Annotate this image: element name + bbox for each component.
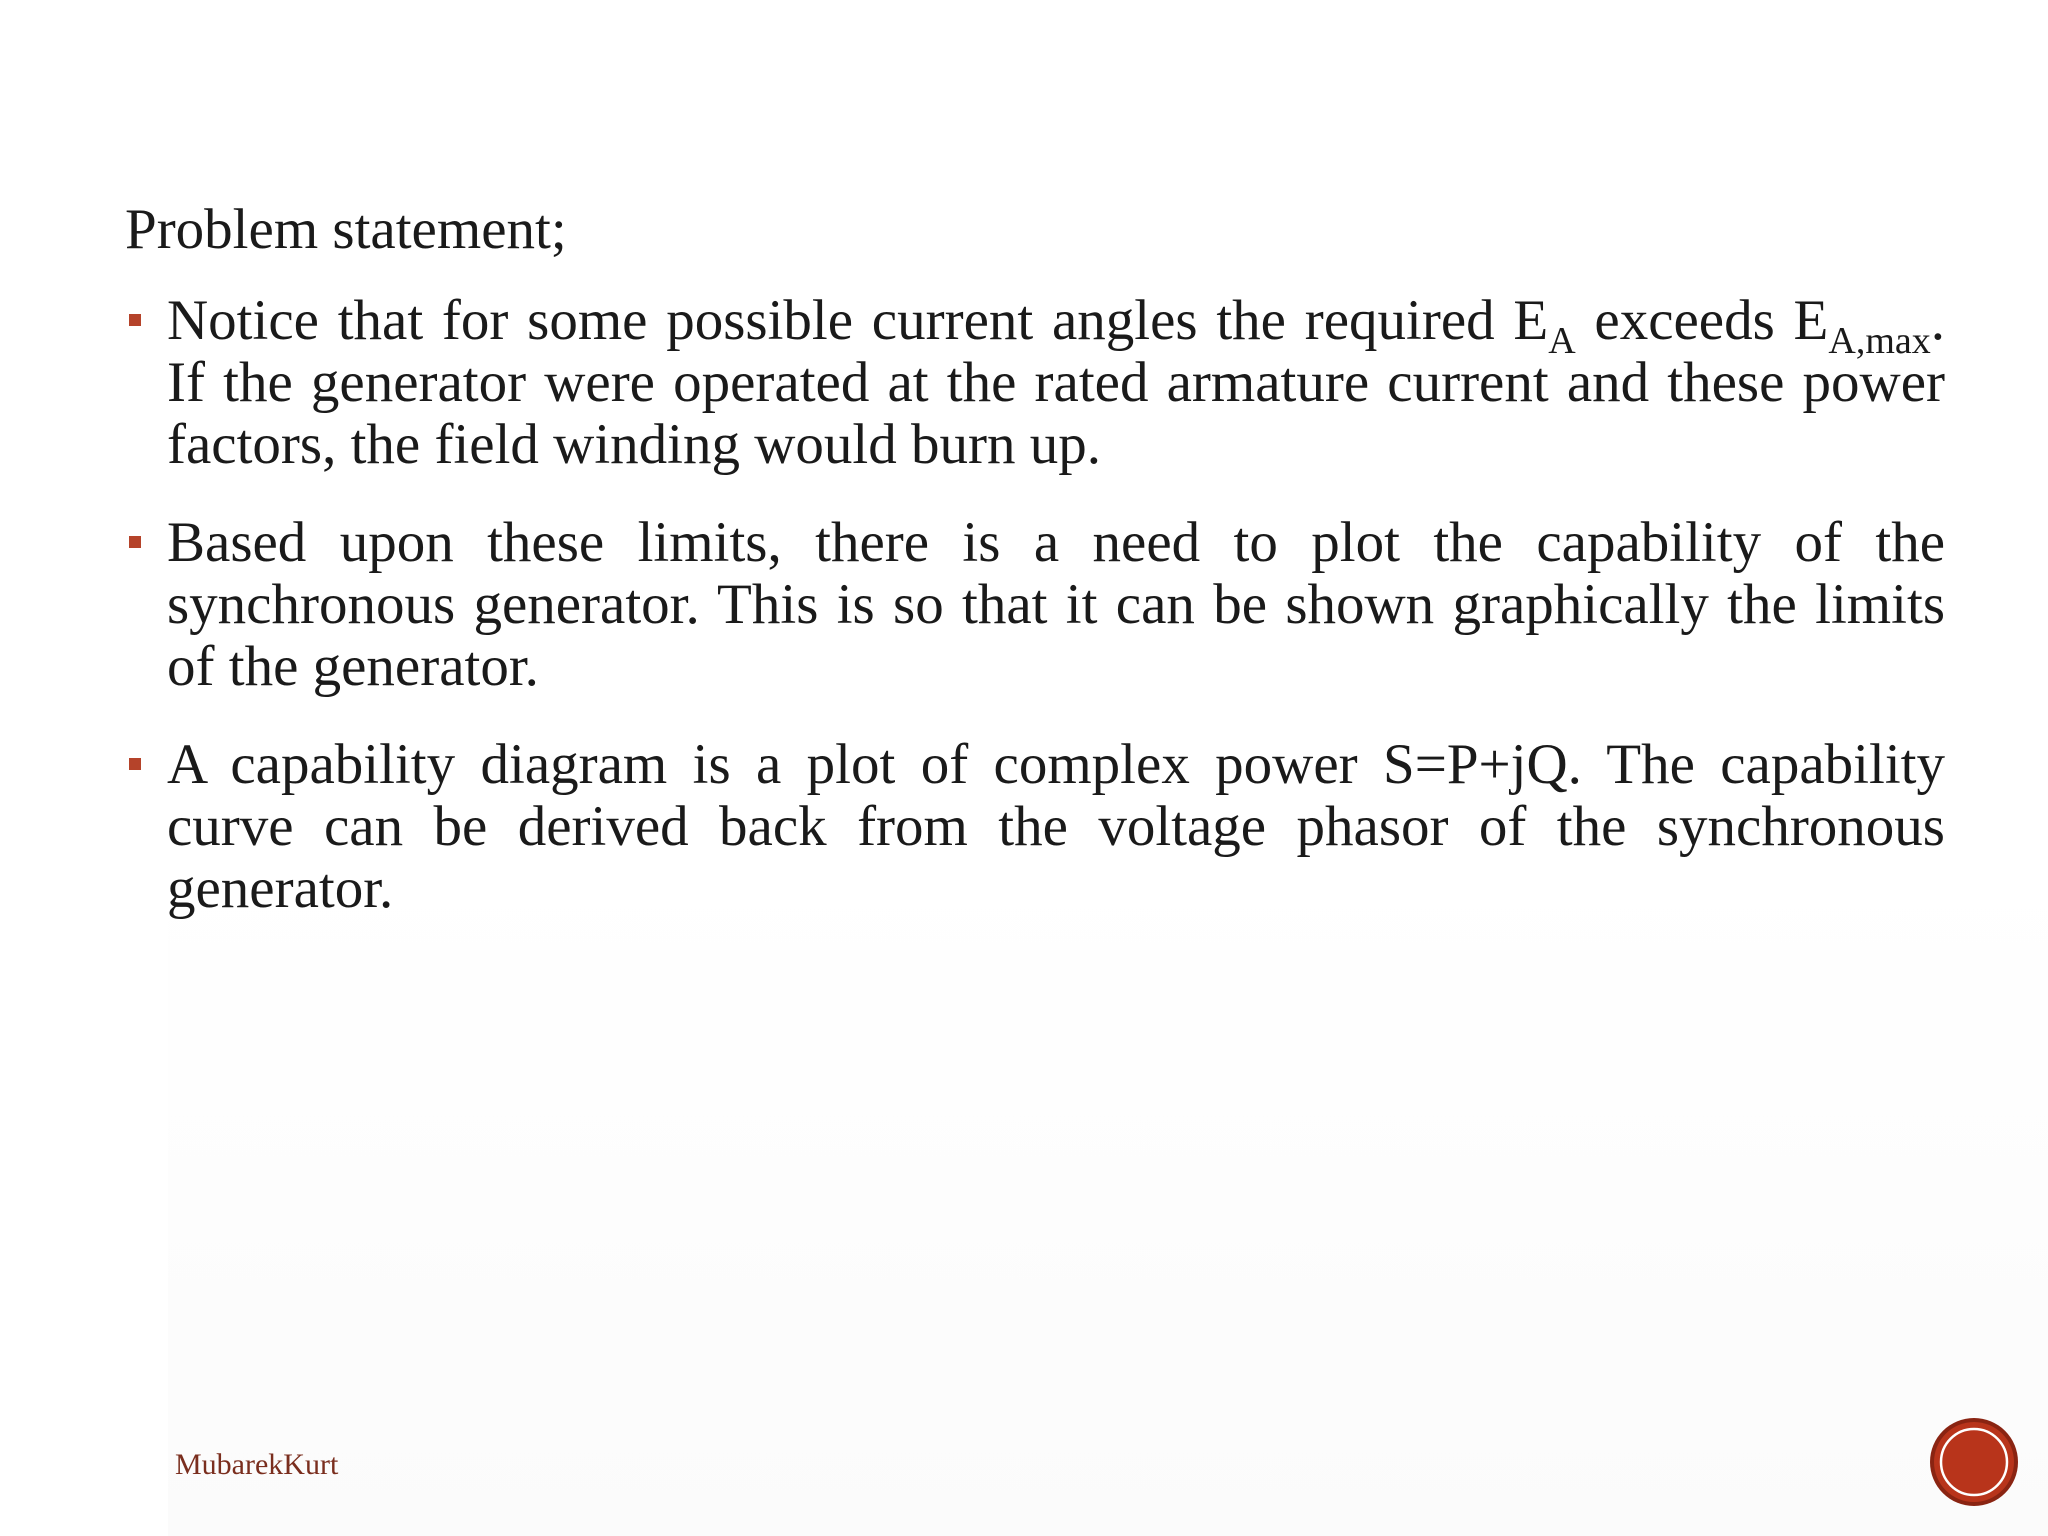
bullet-text: A capability diagram is a plot of complex power S=P+jQ. The capability curve can be derived back from the voltage phasor of the synchronous generator. bbox=[167, 733, 1945, 920]
square-bullet-icon bbox=[129, 314, 141, 326]
bullet-item bbox=[125, 734, 1945, 920]
bullet-text-part: Notice that for some possible current angles the required E bbox=[167, 289, 1549, 352]
square-bullet-icon bbox=[129, 536, 141, 548]
bullet-list bbox=[125, 290, 1945, 956]
square-bullet-icon bbox=[129, 758, 141, 770]
bullet-text-part: . If the generator were operated at the rated armature current and these power factors, the field winding would burn up. bbox=[167, 289, 1945, 476]
slide-heading: Problem statement; bbox=[125, 198, 567, 261]
bullet-item bbox=[125, 512, 1945, 698]
footer-author: MubarekKurt bbox=[175, 1448, 339, 1481]
circle-badge-icon bbox=[1928, 1416, 2020, 1508]
bullet-item bbox=[125, 290, 1945, 476]
subscript: A,max bbox=[1828, 320, 1931, 362]
bullet-text: Based upon these limits, there is a need to plot the capability of the synchronous generator. This is so that it can be shown graphically the limits of the generator. bbox=[167, 511, 1945, 698]
bullet-text-part: exceeds E bbox=[1575, 289, 1829, 352]
subscript: A bbox=[1548, 320, 1576, 362]
